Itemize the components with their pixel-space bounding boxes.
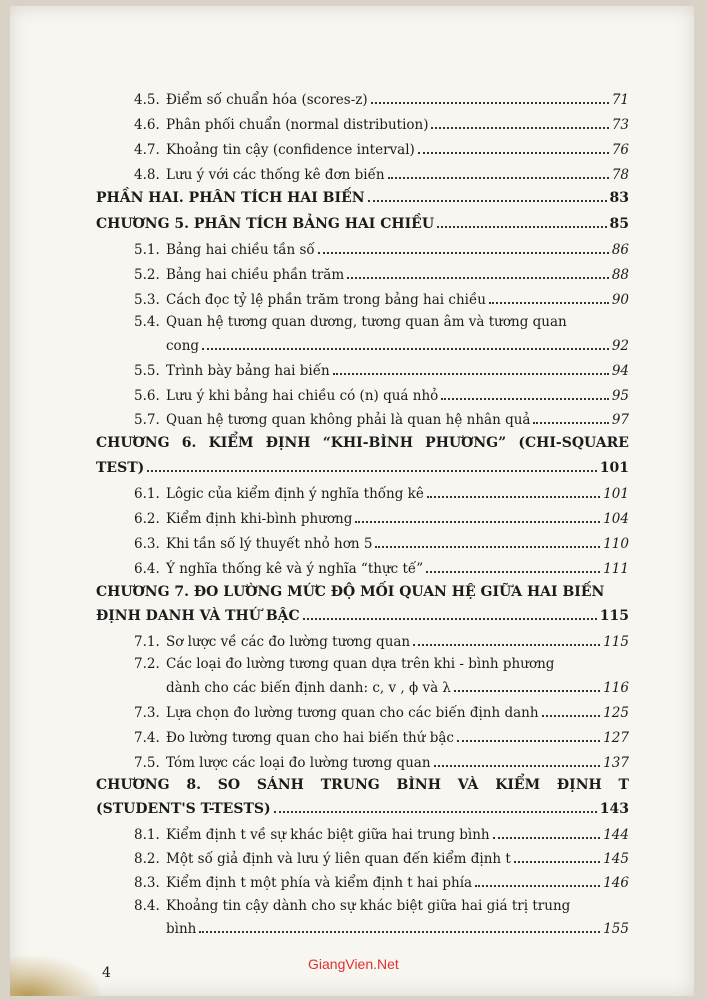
toc-entry-4-7[interactable] xyxy=(134,142,629,158)
entry-page: 125 xyxy=(603,705,629,721)
chapter-word: “KHI-BÌNH xyxy=(322,435,413,451)
toc-entry-5-6[interactable] xyxy=(134,388,629,404)
entry-title: Phân phối chuẩn (normal distribution) xyxy=(166,117,429,133)
entry-number: 4.8. xyxy=(134,167,160,183)
entry-page: 97 xyxy=(611,412,629,428)
leader-dots xyxy=(441,398,609,400)
leader-dots xyxy=(202,348,609,350)
entry-number: 4.5. xyxy=(134,92,160,108)
entry-page: 110 xyxy=(603,536,629,552)
chapter-word: SÁNH xyxy=(256,777,304,793)
leader-dots xyxy=(355,521,600,523)
toc-chapter-8[interactable] xyxy=(96,801,629,817)
leader-dots xyxy=(493,837,601,839)
toc-entry-7-3[interactable] xyxy=(134,705,629,721)
chapter-word: KIỂM xyxy=(495,777,541,793)
entry-title-continued: cong xyxy=(166,338,200,354)
leader-dots xyxy=(437,226,606,228)
leader-dots xyxy=(431,127,608,129)
entry-page: 111 xyxy=(603,561,629,577)
entry-number: 5.6. xyxy=(134,388,160,404)
chapter-word: PHƯƠNG” xyxy=(425,435,507,451)
entry-page: 78 xyxy=(611,167,629,183)
toc-entry-7-4[interactable] xyxy=(134,730,629,746)
entry-page: 137 xyxy=(603,755,629,771)
entry-number: 5.2. xyxy=(134,267,160,283)
entry-page: 116 xyxy=(603,680,629,696)
leader-dots xyxy=(199,931,600,933)
entry-title: Trình bày bảng hai biến xyxy=(166,363,330,379)
toc-entry-5-5[interactable] xyxy=(134,363,629,379)
toc-entry-8-2[interactable] xyxy=(134,851,629,867)
entry-title: Khi tần số lý thuyết nhỏ hơn 5 xyxy=(166,536,373,552)
entry-title: Lưu ý khi bảng hai chiều có (n) quá nhỏ xyxy=(166,388,439,404)
leader-dots xyxy=(274,811,597,813)
leader-dots xyxy=(427,496,600,498)
entry-title: Tóm lược các loại đo lường tương quan xyxy=(166,755,431,771)
entry-page: 101 xyxy=(599,460,629,476)
entry-title-continued: (STUDENT'S T-TESTS) xyxy=(96,801,271,817)
entry-page: 86 xyxy=(611,242,629,258)
entry-title: Khoảng tin cậy dành cho sự khác biệt giữa hai giá trị trung xyxy=(166,898,571,914)
thumb-shadow xyxy=(10,956,100,996)
leader-dots xyxy=(371,102,609,104)
toc-entry-4-8[interactable] xyxy=(134,167,629,183)
entry-number: 7.3. xyxy=(134,705,160,721)
entry-title: Lưu ý với các thống kê đơn biến xyxy=(166,167,385,183)
entry-title: Khoảng tin cậy (confidence interval) xyxy=(166,142,415,158)
entry-page: 115 xyxy=(599,608,629,624)
toc-entry-8-3[interactable] xyxy=(134,875,629,891)
toc-entry-6-3[interactable] xyxy=(134,536,629,552)
leader-dots xyxy=(147,470,597,472)
entry-number: 7.2. xyxy=(134,656,160,672)
leader-dots xyxy=(514,861,600,863)
entry-page: 95 xyxy=(611,388,629,404)
entry-number: 5.4. xyxy=(134,314,160,330)
entry-page: 143 xyxy=(599,801,629,817)
page-number: 4 xyxy=(102,965,111,981)
entry-title: Cách đọc tỷ lệ phần trăm trong bảng hai chiều xyxy=(166,292,486,308)
entry-title: Lựa chọn đo lường tương quan cho các biến định danh xyxy=(166,705,539,721)
leader-dots xyxy=(318,252,609,254)
chapter-word: VÀ xyxy=(457,777,479,793)
entry-number: 5.1. xyxy=(134,242,160,258)
chapter-word: CHƯƠNG xyxy=(96,777,170,793)
entry-title: Bảng hai chiều phần trăm xyxy=(166,267,345,283)
entry-number: 5.7. xyxy=(134,412,160,428)
toc-entry-6-2[interactable] xyxy=(134,511,629,527)
toc-chapter-8-first-line[interactable] xyxy=(96,777,629,793)
entry-title: Quan hệ tương quan không phải là quan hệ nhân quả xyxy=(166,412,531,428)
entry-title: Kiểm định t một phía và kiểm định t hai phía xyxy=(166,875,473,891)
entry-number: 6.1. xyxy=(134,486,160,502)
chapter-word: T xyxy=(618,777,629,793)
chapter-word: 8. xyxy=(186,777,201,793)
entry-page: 83 xyxy=(609,190,629,206)
entry-number: 8.2. xyxy=(134,851,160,867)
leader-dots xyxy=(375,546,600,548)
toc-entry-4-5[interactable] xyxy=(134,92,629,108)
chapter-word: TRUNG xyxy=(320,777,380,793)
entry-number: 7.4. xyxy=(134,730,160,746)
leader-dots xyxy=(347,277,609,279)
entry-page: 94 xyxy=(611,363,629,379)
leader-dots xyxy=(475,885,600,887)
entry-number: 5.5. xyxy=(134,363,160,379)
entry-page: 104 xyxy=(603,511,629,527)
chapter-word: ĐỊNH xyxy=(265,435,311,451)
entry-title: Kiểm định t về sự khác biệt giữa hai trung bình xyxy=(166,827,490,843)
entry-number: 4.6. xyxy=(134,117,160,133)
chapter-word: KIỂM xyxy=(208,435,254,451)
entry-title: Đo lường tương quan cho hai biến thứ bậc xyxy=(166,730,454,746)
toc-part-two[interactable] xyxy=(96,190,629,206)
toc-chapter-7[interactable] xyxy=(96,608,629,624)
entry-title-continued: dành cho các biến định danh: c, v , ϕ và λ xyxy=(166,680,451,696)
entry-title-continued: bình xyxy=(166,921,197,937)
entry-number: 8.1. xyxy=(134,827,160,843)
entry-title: Ý nghĩa thống kê và ý nghĩa “thực tế” xyxy=(166,561,424,577)
chapter-word: SO xyxy=(217,777,241,793)
entry-page: 76 xyxy=(611,142,629,158)
leader-dots xyxy=(413,644,600,646)
toc-entry-8-4[interactable] xyxy=(166,921,629,937)
entry-title: Quan hệ tương quan dương, tương quan âm và tương quan xyxy=(166,314,567,330)
entry-title: Kiểm định khi-bình phương xyxy=(166,511,353,527)
toc-entry-7-5[interactable] xyxy=(134,755,629,771)
watermark: GiangVien.Net xyxy=(308,956,399,972)
toc-entry-5-3[interactable] xyxy=(134,292,629,308)
book-page xyxy=(10,6,694,996)
leader-dots xyxy=(457,740,600,742)
leader-dots xyxy=(388,177,609,179)
entry-title: Sơ lược về các đo lường tương quan xyxy=(166,634,411,650)
leader-dots xyxy=(368,200,607,202)
entry-title: CHƯƠNG 5. PHÂN TÍCH BẢNG HAI CHIỀU xyxy=(96,216,435,232)
chapter-word: CHƯƠNG xyxy=(96,435,170,451)
leader-dots xyxy=(434,765,601,767)
toc-chapter-7-first-line[interactable] xyxy=(96,584,629,600)
entry-page: 90 xyxy=(611,292,629,308)
entry-title-continued: ĐỊNH DANH VÀ THỨ BẬC xyxy=(96,608,300,624)
chapter-word: ĐỊNH xyxy=(556,777,602,793)
leader-dots xyxy=(333,373,609,375)
entry-page: 101 xyxy=(603,486,629,502)
entry-page: 146 xyxy=(603,875,629,891)
entry-page: 145 xyxy=(603,851,629,867)
toc-chapter-6[interactable] xyxy=(96,460,629,476)
entry-title: Một số giả định và lưu ý liên quan đến kiểm định t xyxy=(166,851,511,867)
entry-page: 88 xyxy=(611,267,629,283)
entry-title: PHẦN HAI. PHÂN TÍCH HAI BIẾN xyxy=(96,190,365,206)
entry-page: 115 xyxy=(603,634,629,650)
leader-dots xyxy=(533,422,608,424)
toc-entry-7-2-first-line[interactable] xyxy=(134,656,629,672)
toc-entry-5-4-first-line[interactable] xyxy=(134,314,629,330)
leader-dots xyxy=(489,302,609,304)
entry-title: Điểm số chuẩn hóa (scores-z) xyxy=(166,92,368,108)
entry-title: Lôgic của kiểm định ý nghĩa thống kê xyxy=(166,486,424,502)
entry-number: 4.7. xyxy=(134,142,160,158)
toc-entry-8-4-first-line[interactable] xyxy=(134,898,629,914)
toc-entry-5-7[interactable] xyxy=(134,412,629,428)
entry-number: 6.3. xyxy=(134,536,160,552)
entry-page: 92 xyxy=(611,338,629,354)
leader-dots xyxy=(418,152,609,154)
toc-entry-5-1[interactable] xyxy=(134,242,629,258)
entry-page: 71 xyxy=(611,92,629,108)
entry-page: 155 xyxy=(603,921,629,937)
leader-dots xyxy=(454,690,600,692)
toc-entry-6-1[interactable] xyxy=(134,486,629,502)
toc-entry-8-1[interactable] xyxy=(134,827,629,843)
entry-page: 127 xyxy=(603,730,629,746)
entry-title-continued: TEST) xyxy=(96,460,145,476)
entry-page: 144 xyxy=(603,827,629,843)
entry-number: 7.1. xyxy=(134,634,160,650)
entry-number: 8.4. xyxy=(134,898,160,914)
leader-dots xyxy=(542,715,601,717)
leader-dots xyxy=(426,571,600,573)
toc-entry-7-1[interactable] xyxy=(134,634,629,650)
chapter-word: (CHI-SQUARE xyxy=(518,435,629,451)
toc-entry-7-2[interactable] xyxy=(166,680,629,696)
entry-number: 7.5. xyxy=(134,755,160,771)
entry-number: 6.4. xyxy=(134,561,160,577)
entry-page: 85 xyxy=(609,216,629,232)
entry-title: Các loại đo lường tương quan dựa trên khi - bình phương xyxy=(166,656,555,672)
leader-dots xyxy=(303,618,597,620)
toc-entry-5-2[interactable] xyxy=(134,267,629,283)
entry-title: CHƯƠNG 7. ĐO LƯỜNG MỨC ĐỘ MỐI QUAN HỆ GIỮA HAI BIẾN xyxy=(96,584,605,600)
toc-entry-4-6[interactable] xyxy=(134,117,629,133)
toc-entry-6-4[interactable] xyxy=(134,561,629,577)
entry-title: Bảng hai chiều tần số xyxy=(166,242,315,258)
toc-chapter-5[interactable] xyxy=(96,216,629,232)
toc-chapter-6-first-line[interactable] xyxy=(96,435,629,451)
entry-number: 5.3. xyxy=(134,292,160,308)
chapter-word: BÌNH xyxy=(396,777,441,793)
chapter-word: 6. xyxy=(181,435,197,451)
entry-number: 6.2. xyxy=(134,511,160,527)
entry-page: 73 xyxy=(611,117,629,133)
entry-number: 8.3. xyxy=(134,875,160,891)
toc-entry-5-4[interactable] xyxy=(166,338,629,354)
